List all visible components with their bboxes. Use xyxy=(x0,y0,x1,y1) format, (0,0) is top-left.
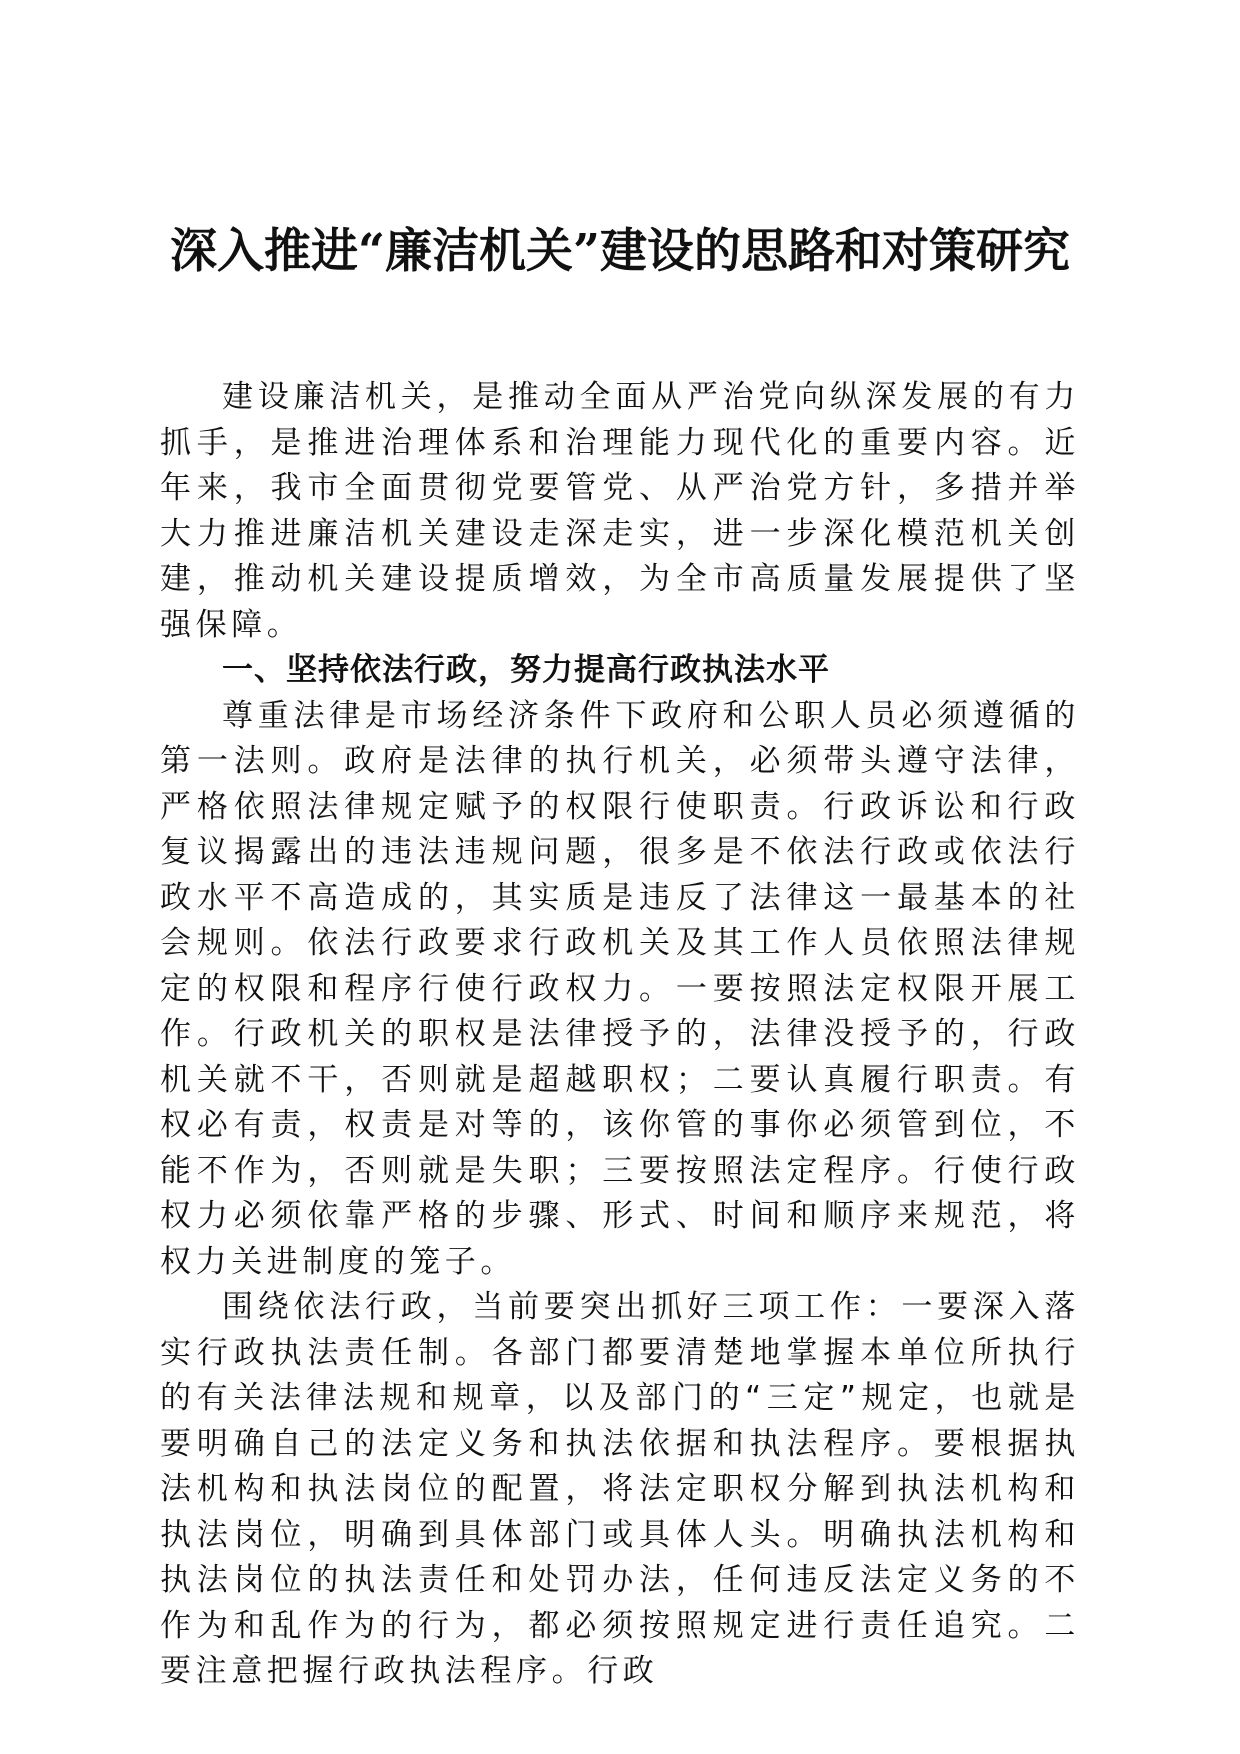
document-body xyxy=(160,375,1080,1695)
body-paragraph: 尊重法律是市场经济条件下政府和公职人员必须遵循的第一法则。政府是法律的执行机关，必须带头遵守法律，严格依照法律规定赋予的权限行使职责。行政诉讼和行政复议揭露出的违法违规问题，很多是不依法行政或依法行政水平不高造成的，其实质是违反了法律这一最基本的社会规则。依法行政要求行政机关及其工作人员依照法律规定的权限和程序行使行政权力。一要按照法定权限开展工作。行政机关的职权是法律授予的，法律没授予的，行政机关就不干，否则就是超越职权；二要认真履行职责。有权必有责，权责是对等的，该你管的事你必须管到位，不能不作为，否则就是失职；三要按照法定程序。行使行政权力必须依靠严格的步骤、形式、时间和顺序来规范，将权力关进制度的笼子。 xyxy=(160,697,1080,1280)
body-paragraph: 围绕依法行政，当前要突出抓好三项工作：一要深入落实行政执法责任制。各部门都要清楚地掌握本单位所执行的有关法律法规和规章，以及部门的“三定”规定，也就是要明确自己的法定义务和执法依据和执法程序。要根据执法机构和执法岗位的配置，将法定职权分解到执法机构和执法岗位，明确到具体部门或具体人头。明确执法机构和执法岗位的执法责任和处罚办法，任何违反法定义务的不作为和乱作为的行为，都必须按照规定进行责任追究。二要注意把握行政执法程序。行政 xyxy=(160,1289,1080,1689)
document-title: 深入推进“廉洁机关”建设的思路和对策研究 xyxy=(169,224,1071,279)
section-heading: 一、坚持依法行政，努力提高行政执法水平 xyxy=(222,652,830,688)
intro-paragraph: 建设廉洁机关，是推动全面从严治党向纵深发展的有力抓手，是推进治理体系和治理能力现代化的重要内容。近年来，我市全面贯彻党要管党、从严治党方针，多措并举大力推进廉洁机关建设走深走实，进一步深化模范机关创建，推动机关建设提质增效，为全市高质量发展提供了坚强保障。 xyxy=(160,379,1080,643)
